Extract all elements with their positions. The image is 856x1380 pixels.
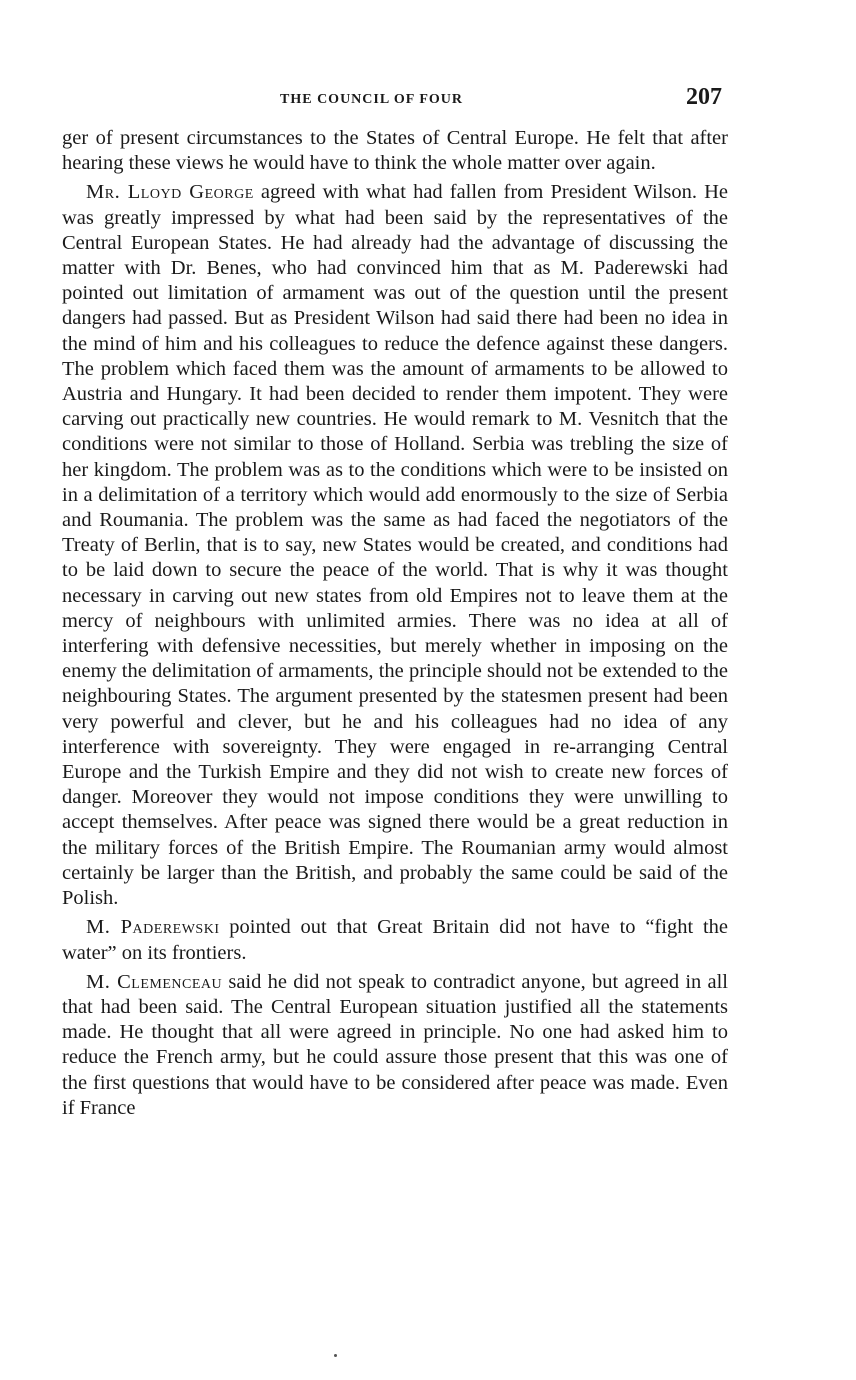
running-title: THE COUNCIL OF FOUR (280, 92, 463, 107)
page-number: 207 (686, 84, 722, 110)
paragraph-text: pointed out that Great Britain did not have to “fight the water” on its frontiers. (62, 916, 728, 964)
paragraph-paderewski (62, 915, 728, 965)
speaker-name: M. Clemenceau (86, 970, 223, 993)
speaker-name: Mr. Lloyd George (86, 181, 254, 204)
paragraph-clemenceau (62, 970, 728, 1121)
speaker-name: M. Paderewski (86, 916, 220, 939)
paragraph-continuation (62, 126, 728, 176)
paragraph-lloyd-george (62, 180, 728, 911)
print-speck (334, 1354, 337, 1357)
paragraph-text: agreed with what had fallen from President Wilson. He was greatly impressed by what had been said by the representatives of the Central European States. He had already had the advantage of discussing the matter with Dr. Benes, who had convinced him that as M. Paderewski had pointed out limitation of armament was out of the question until the present dangers had passed. But as President Wilson had said there had been no idea in the mind of him and his colleagues to reduce the defence against these dangers. The problem which faced them was the amount of armaments to be allowed to Austria and Hungary. It had been decided to render them impotent. They were carving out practically new countries. He would remark to M. Vesnitch that the conditions were not similar to those of Holland. Serbia was trebling the size of her kingdom. The problem was as to the conditions which were to be insisted on in a delimitation of a territory which would add enormously to the size of Serbia and Roumania. The problem was the same as had faced the negotiators of the Treaty of Berlin, that is to say, new States would be created, and conditions had to be laid down to secure the peace of the world. That is why it was thought necessary in carving out new states from old Empires not to leave them at the mercy of neighbours with unlimited armies. There was no idea at all of interfering with defensive necessities, but merely whether in imposing on the enemy the delimitation of armaments, the principle should not be extended to the neighbouring States. The argument presented by the statesmen present had been very powerful and clever, but he and his colleagues had no idea of any interference with sovereignty. They were engaged in re-arranging Central Europe and the Turkish Empire and they did not wish to create new forces of danger. Moreover they would not impose conditions they were unwilling to accept themselves. After peace was signed there would be a great reduction in the military forces of the British Empire. The Roumanian army would almost certainly be larger than the British, and probably the same could be said of the Polish. (62, 181, 729, 910)
running-head (62, 84, 728, 118)
paragraph-text: ger of present circumstances to the States of Central Europe. He felt that after hearing these views he would have to think the whole matter over again. (62, 127, 728, 175)
paragraph-text: said he did not speak to contradict anyone, but agreed in all that had been said. The Central European situation justified all the statements made. He thought that all were agreed in principle. No one had asked him to reduce the French army, but he could assure those present that this was one of the first questions that would have to be considered after peace was made. Even if France (62, 970, 729, 1119)
body-text (62, 126, 728, 1121)
book-page (62, 84, 728, 1121)
